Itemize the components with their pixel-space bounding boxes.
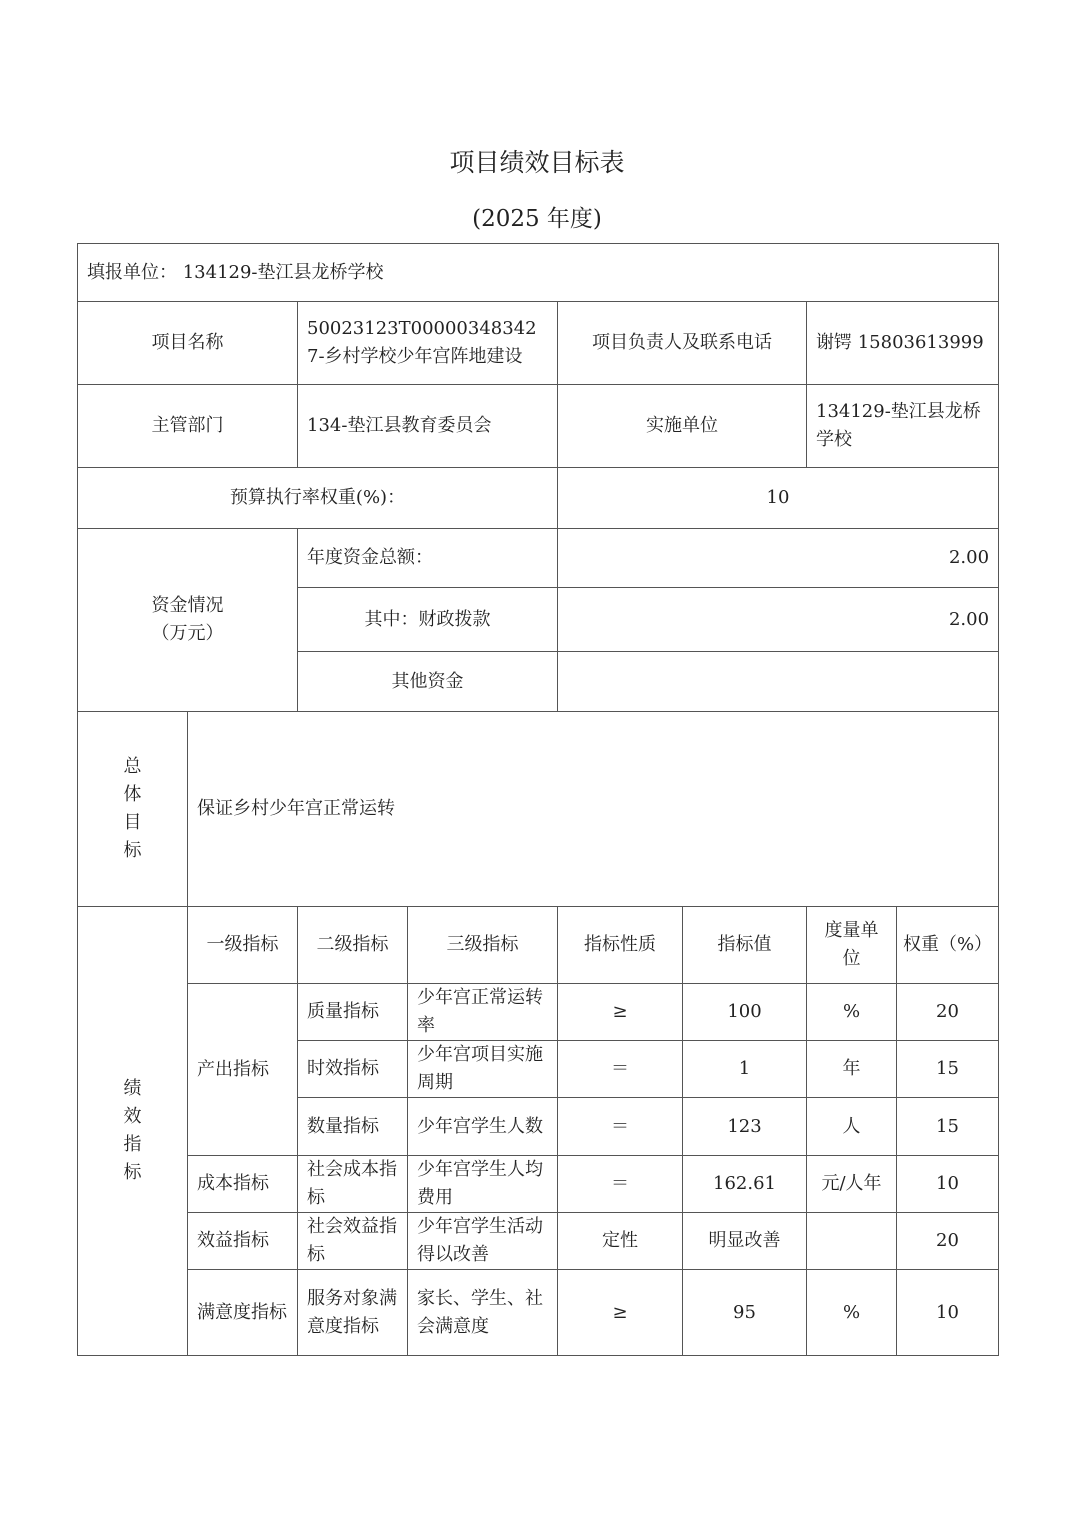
reporting-unit: 填报单位： 134129-垫江县龙桥学校 [78,244,999,302]
value-cell: 123 [683,1098,807,1156]
unit-cell: 人 [807,1098,897,1156]
goal-label-char: 标 [123,840,142,861]
page-subtitle: (2025 年度) [472,206,602,232]
weight-cell: 15 [897,1041,999,1098]
level3-cell: 少年宫项目实施周期 [408,1041,558,1098]
funds-label-line1: 资金情况 [151,595,224,616]
page-title: 项目绩效目标表 [449,148,625,177]
nature-cell: ＝ [558,1041,683,1098]
perf-label-char: 标 [123,1162,142,1183]
level1-cell: 成本指标 [188,1156,298,1213]
project-contact-value: 谢锷 15803613999 [807,302,999,385]
funds-other-value [558,652,999,712]
nature-cell: ＝ [558,1156,683,1213]
level1-cell: 满意度指标 [188,1270,298,1356]
nature-cell: ≥ [558,984,683,1041]
perf-label-char: 绩 [123,1078,142,1099]
dept-label: 主管部门 [78,385,298,468]
funds-total-label: 年度资金总额： [298,529,558,588]
unit-cell: 年 [807,1041,897,1098]
unit-cell: % [807,984,897,1041]
impl-unit-value: 134129-垫江县龙桥学校 [807,385,999,468]
level2-cell: 服务对象满意度指标 [298,1270,408,1356]
funds-label [78,529,298,712]
overall-goal-text: 保证乡村少年宫正常运转 [188,712,999,907]
nature-cell: ≥ [558,1270,683,1356]
level2-cell: 社会效益指标 [298,1213,408,1270]
header-level1: 一级指标 [188,907,298,984]
table-row [78,1213,999,1270]
weight-cell: 20 [897,984,999,1041]
header-level3: 三级指标 [408,907,558,984]
level2-cell: 社会成本指标 [298,1156,408,1213]
level2-cell: 数量指标 [298,1098,408,1156]
weight-cell: 10 [897,1270,999,1356]
goal-label-char: 总 [123,756,142,777]
funds-fiscal-value: 2.00 [558,588,999,652]
project-name-label: 项目名称 [78,302,298,385]
level3-cell: 少年宫正常运转率 [408,984,558,1041]
perf-label-char: 效 [123,1106,142,1127]
level3-cell: 少年宫学生活动得以改善 [408,1213,558,1270]
funds-total-value: 2.00 [558,529,999,588]
header-value: 指标值 [683,907,807,984]
value-cell: 162.61 [683,1156,807,1213]
value-cell: 明显改善 [683,1213,807,1270]
project-contact-label: 项目负责人及联系电话 [558,302,807,385]
goal-label-char: 目 [123,812,142,833]
level2-cell: 时效指标 [298,1041,408,1098]
funds-fiscal-label: 其中：财政拨款 [298,588,558,652]
weight-cell: 10 [897,1156,999,1213]
unit-cell [807,1213,897,1270]
level1-cell: 效益指标 [188,1213,298,1270]
level1-cell: 产出指标 [188,984,298,1156]
goal-label-char: 体 [123,784,142,805]
project-name-value: 50023123T000003483427-乡村学校少年宫阵地建设 [298,302,558,385]
overall-goal-label [78,712,188,907]
level2-cell: 质量指标 [298,984,408,1041]
value-cell: 95 [683,1270,807,1356]
level3-cell: 少年宫学生人均费用 [408,1156,558,1213]
nature-cell: ＝ [558,1098,683,1156]
level3-cell: 少年宫学生人数 [408,1098,558,1156]
perf-label-char: 指 [123,1134,142,1155]
weight-cell: 15 [897,1098,999,1156]
table-row [78,984,999,1041]
table-row [78,1270,999,1356]
value-cell: 100 [683,984,807,1041]
dept-value: 134-垫江县教育委员会 [298,385,558,468]
header-unit: 度量单位 [807,907,897,984]
budget-rate-value: 10 [558,468,999,529]
table-row [78,1156,999,1213]
nature-cell: 定性 [558,1213,683,1270]
value-cell: 1 [683,1041,807,1098]
budget-rate-label: 预算执行率权重(%)： [78,468,558,529]
performance-indicators-label [78,907,188,1356]
impl-unit-label: 实施单位 [558,385,807,468]
unit-cell: % [807,1270,897,1356]
level3-cell: 家长、学生、社会满意度 [408,1270,558,1356]
performance-target-table [77,243,999,1356]
header-level2: 二级指标 [298,907,408,984]
funds-other-label: 其他资金 [298,652,558,712]
header-nature: 指标性质 [558,907,683,984]
unit-cell: 元/人年 [807,1156,897,1213]
funds-label-line2: （万元） [151,623,224,644]
header-weight: 权重（%） [897,907,999,984]
weight-cell: 20 [897,1213,999,1270]
